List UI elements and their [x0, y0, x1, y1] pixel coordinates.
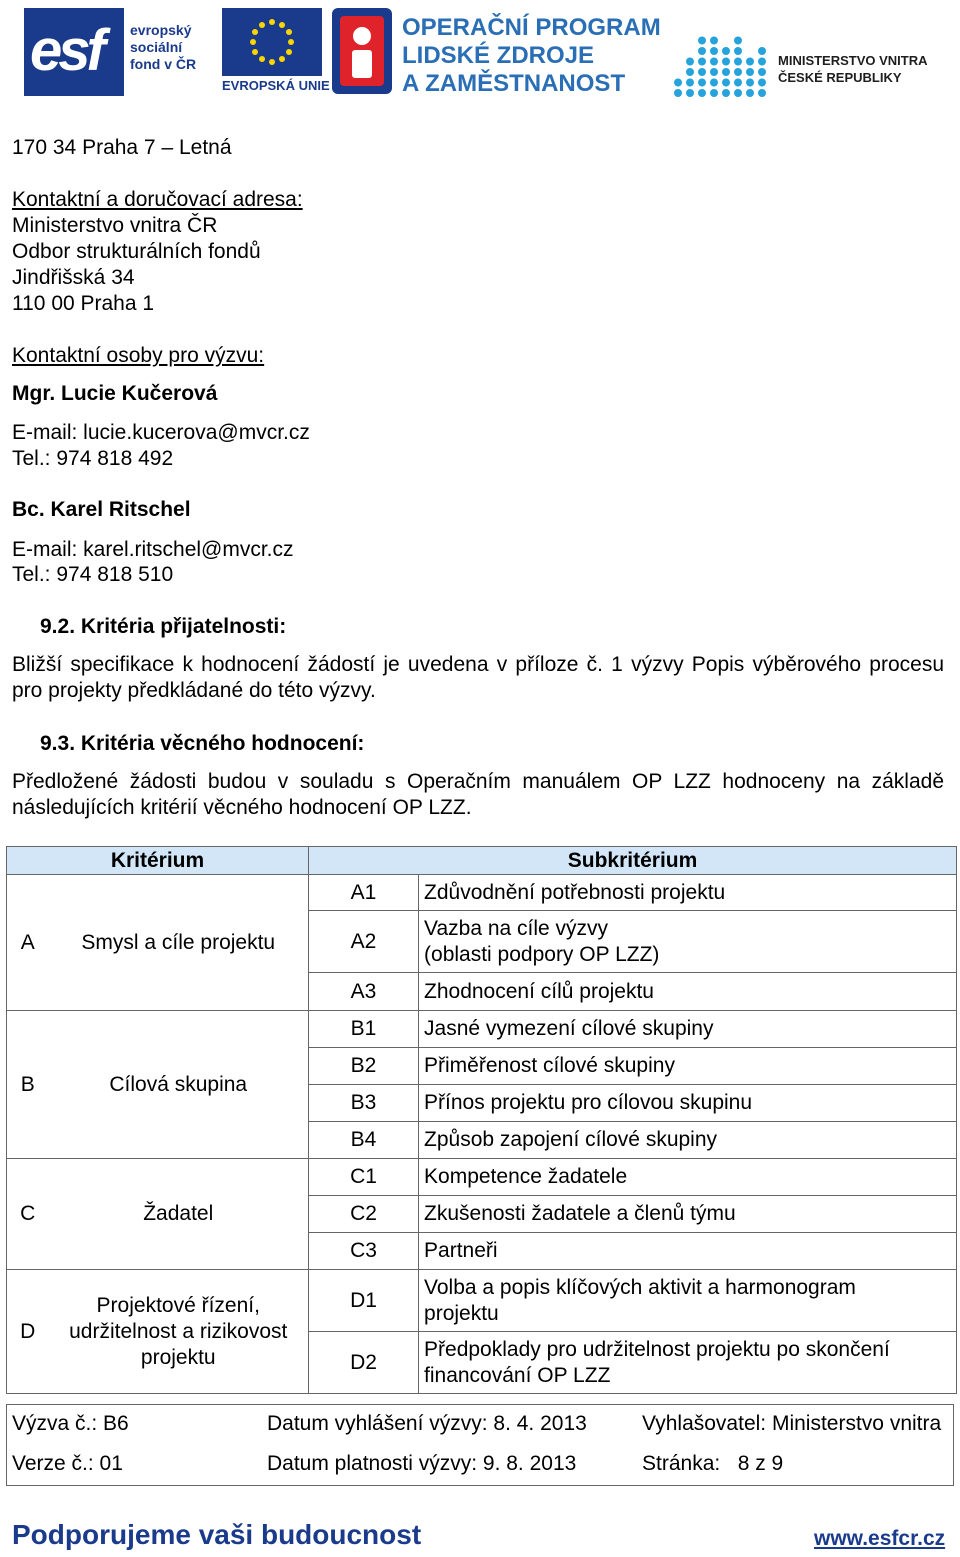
subcriterion-line: projektu [424, 1301, 499, 1325]
footer-vyzva: Výzva č.: B6 [12, 1412, 129, 1435]
table-row [7, 1011, 957, 1048]
footer-slogan: Podporujeme vaši budoucnost [12, 1519, 422, 1550]
section-92-heading: 9.2. Kritéria přijatelnosti: [40, 615, 287, 638]
footer-vyhlasovatel: Vyhlašovatel: Ministerstvo vnitra [642, 1412, 942, 1435]
criterion-letter: C [7, 1159, 49, 1270]
subcriterion-code: B1 [309, 1011, 419, 1048]
subcriterion-code: A3 [309, 973, 419, 1011]
contact-phone: Tel.: 974 818 492 [12, 447, 174, 470]
ministry-line-1: MINISTERSTVO VNITRA [778, 53, 928, 68]
contact-address-line: Jindřišská 34 [12, 266, 135, 289]
op-title-line-3: A ZAMĚSTNANOST [402, 70, 626, 97]
contact-address-line: Ministerstvo vnitra ČR [12, 214, 218, 237]
subcriterion-line: Předpoklady pro udržitelnost projektu po skončení [424, 1337, 890, 1361]
subcriterion-line: Vazba na cíle výzvy [424, 916, 609, 940]
op-lzz-puzzle-icon [330, 6, 394, 96]
section-92-text: Bližší specifikace k hodnocení žádostí je uvedena v příloze č. 1 výzvy Popis výběrového procesu pro projekty předkládané do této výzvy. [12, 653, 944, 702]
table-row [7, 1270, 957, 1332]
ministry-name [778, 52, 928, 86]
criterion-letter: B [7, 1011, 49, 1159]
table-row [7, 875, 957, 911]
op-title-line-1: OPERAČNÍ PROGRAM [402, 14, 661, 41]
contact-phone: Tel.: 974 818 510 [12, 563, 174, 586]
subcriterion-text: Přiměřenost cílové skupiny [419, 1048, 957, 1085]
footer-verze: Verze č.: 01 [12, 1452, 123, 1475]
subcriterion-code: A2 [309, 911, 419, 973]
contact-name: Bc. Karel Ritschel [12, 498, 191, 521]
header-criterion: Kritérium [7, 847, 309, 875]
table-row [7, 1159, 957, 1196]
contact-address-line: 110 00 Praha 1 [12, 292, 155, 315]
subcriterion-text: Kompetence žadatele [419, 1159, 957, 1196]
subcriterion-code: C2 [309, 1196, 419, 1233]
criterion-name-line: udržitelnost a rizikovost [69, 1319, 288, 1343]
esf-mark: esf [24, 8, 124, 96]
subcriterion-code: B2 [309, 1048, 419, 1085]
criteria-table [6, 846, 957, 1394]
criterion-name: Žadatel [49, 1159, 309, 1270]
footer-url-link[interactable]: www.esfcr.cz [814, 1527, 946, 1550]
subcriterion-code: A1 [309, 875, 419, 911]
subcriterion-code: D1 [309, 1270, 419, 1332]
contacts-heading: Kontaktní osoby pro výzvu: [12, 344, 265, 367]
footer-datum-vyhlaseni: Datum vyhlášení výzvy: 8. 4. 2013 [267, 1412, 587, 1435]
eu-flag-icon [222, 8, 322, 76]
ministry-dots-icon [672, 24, 768, 100]
section-93-text: Předložené žádosti budou v souladu s Operačním manuálem OP LZZ hodnoceny na základě následujících kritérií věcného hodnocení OP LZZ. [12, 770, 944, 819]
op-title-line-2: LIDSKÉ ZDROJE [402, 42, 595, 69]
criterion-letter: D [7, 1270, 49, 1394]
footer-datum-platnosti: Datum platnosti výzvy: 9. 8. 2013 [267, 1452, 577, 1475]
esf-logo [24, 8, 330, 96]
address-top: 170 34 Praha 7 – Letná [12, 136, 232, 159]
criterion-name-line: projektu [140, 1345, 216, 1369]
eu-label: EVROPSKÁ UNIE [222, 78, 330, 93]
subcriterion-code: D2 [309, 1332, 419, 1394]
subcriterion-text: Přínos projektu pro cílovou skupinu [419, 1085, 957, 1122]
subcriterion-text: Partneři [419, 1233, 957, 1270]
contact-address-heading: Kontaktní a doručovací adresa: [12, 188, 303, 211]
criterion-letter: A [7, 875, 49, 1011]
criterion-name: Cílová skupina [49, 1011, 309, 1159]
contact-name: Mgr. Lucie Kučerová [12, 382, 218, 405]
contact-email: E-mail: karel.ritschel@mvcr.cz [12, 538, 294, 561]
subcriterion-line: Volba a popis klíčových aktivit a harmonogram [424, 1275, 856, 1299]
subcriterion-code: C3 [309, 1233, 419, 1270]
subcriterion-text: Zhodnocení cílů projektu [419, 973, 957, 1011]
footer-stranka: Stránka: 8 z 9 [642, 1452, 784, 1475]
subcriterion-text [419, 911, 957, 973]
criterion-name [49, 1270, 309, 1394]
subcriterion-text [419, 1270, 957, 1332]
table-header-row [7, 847, 957, 875]
criterion-name: Smysl a cíle projektu [49, 875, 309, 1011]
subcriterion-text [419, 1332, 957, 1394]
criterion-name-line: Projektové řízení, [96, 1293, 260, 1317]
subcriterion-text: Zkušenosti žadatele a členů týmu [419, 1196, 957, 1233]
contact-address-line: Odbor strukturálních fondů [12, 240, 261, 263]
subcriterion-code: B3 [309, 1085, 419, 1122]
subcriterion-text: Jasné vymezení cílové skupiny [419, 1011, 957, 1048]
subcriterion-line: (oblasti podpory OP LZZ) [424, 942, 660, 966]
op-lzz-title [402, 14, 661, 98]
section-93-heading: 9.3. Kritéria věcného hodnocení: [40, 732, 365, 755]
subcriterion-text: Zdůvodnění potřebnosti projektu [419, 875, 957, 911]
subcriterion-text: Způsob zapojení cílové skupiny [419, 1122, 957, 1159]
contact-email: E-mail: lucie.kucerova@mvcr.cz [12, 421, 310, 444]
header-subcriterion: Subkritérium [309, 847, 957, 875]
subcriterion-code: B4 [309, 1122, 419, 1159]
subcriterion-line: financování OP LZZ [424, 1363, 611, 1387]
subcriterion-code: C1 [309, 1159, 419, 1196]
ministry-line-2: ČESKÉ REPUBLIKY [778, 70, 902, 85]
esf-logo-text: evropský sociální fond v ČR [130, 22, 197, 72]
